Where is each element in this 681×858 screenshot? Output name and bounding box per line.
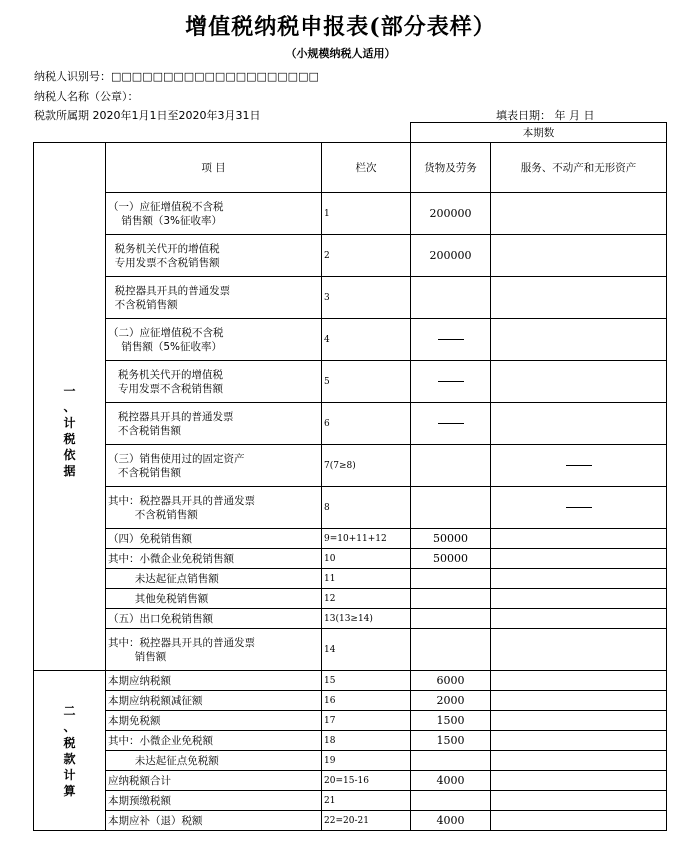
line-number-cell: 16 bbox=[322, 691, 411, 711]
goods-value-cell: 6000 bbox=[411, 671, 491, 691]
section-char: 计 bbox=[63, 767, 76, 782]
line-number-cell: 8 bbox=[322, 487, 411, 529]
item-cell: 本期应纳税额 bbox=[106, 671, 322, 691]
table-row bbox=[34, 193, 667, 235]
item-cell: 应纳税额合计 bbox=[106, 771, 322, 791]
goods-value-cell bbox=[411, 609, 491, 629]
table-row bbox=[34, 691, 667, 711]
header-current-period: 本期数 bbox=[411, 123, 667, 143]
goods-value-cell: 50000 bbox=[411, 529, 491, 549]
services-value-cell bbox=[491, 671, 667, 691]
line-number-cell: 6 bbox=[322, 403, 411, 445]
dash-mark bbox=[438, 339, 464, 340]
header-line: 栏次 bbox=[322, 143, 411, 193]
table-row bbox=[34, 529, 667, 549]
goods-value-cell: 200000 bbox=[411, 193, 491, 235]
goods-value-cell: 2000 bbox=[411, 691, 491, 711]
section-char: 算 bbox=[63, 783, 76, 798]
dash-mark bbox=[566, 465, 592, 466]
goods-value-cell bbox=[411, 589, 491, 609]
table-row bbox=[34, 671, 667, 691]
goods-value-cell bbox=[411, 487, 491, 529]
table-row bbox=[34, 609, 667, 629]
services-value-cell bbox=[491, 629, 667, 671]
item-cell: 税控器具开具的普通发票 不含税销售额 bbox=[106, 403, 322, 445]
services-value-cell bbox=[491, 751, 667, 771]
services-value-cell bbox=[491, 811, 667, 831]
section-char: 、 bbox=[63, 400, 76, 415]
header-services: 服务、不动产和无形资产 bbox=[491, 143, 667, 193]
line-number-cell: 10 bbox=[322, 549, 411, 569]
table-row bbox=[34, 629, 667, 671]
item-cell: 税控器具开具的普通发票 不含税销售额 bbox=[106, 277, 322, 319]
section-char: 一 bbox=[63, 384, 76, 399]
section-char: 计 bbox=[63, 416, 76, 431]
services-value-cell bbox=[491, 403, 667, 445]
services-value-cell bbox=[491, 361, 667, 403]
table-row bbox=[34, 319, 667, 361]
item-cell: 未达起征点销售额 bbox=[106, 569, 322, 589]
services-value-cell bbox=[491, 235, 667, 277]
services-value-cell bbox=[491, 731, 667, 751]
goods-not-applicable bbox=[411, 319, 491, 361]
item-cell: 其中：小微企业免税额 bbox=[106, 731, 322, 751]
services-value-cell bbox=[491, 791, 667, 811]
line-number-cell: 21 bbox=[322, 791, 411, 811]
fill-date-label: 填表日期： 年 月 日 bbox=[496, 109, 595, 122]
services-value-cell bbox=[491, 609, 667, 629]
line-number-cell: 19 bbox=[322, 751, 411, 771]
taxpayer-name-label: 纳税人名称（公章）： bbox=[34, 90, 139, 103]
dash-mark bbox=[566, 507, 592, 508]
header-row bbox=[34, 123, 667, 143]
table-row bbox=[34, 711, 667, 731]
item-cell: 本期免税额 bbox=[106, 711, 322, 731]
line-number-cell: 5 bbox=[322, 361, 411, 403]
services-value-cell bbox=[491, 549, 667, 569]
item-cell: 其中：税控器具开具的普通发票 不含税销售额 bbox=[106, 487, 322, 529]
line-number-cell: 12 bbox=[322, 589, 411, 609]
goods-value-cell bbox=[411, 791, 491, 811]
goods-value-cell: 1500 bbox=[411, 731, 491, 751]
item-cell: 其中：税控器具开具的普通发票 销售额 bbox=[106, 629, 322, 671]
goods-not-applicable bbox=[411, 361, 491, 403]
form-title: 增值税纳税申报表(部分表样） bbox=[185, 14, 496, 40]
section-char: 二 bbox=[63, 703, 76, 718]
services-not-applicable bbox=[491, 487, 667, 529]
item-cell: 未达起征点免税额 bbox=[106, 751, 322, 771]
services-value-cell bbox=[491, 529, 667, 549]
goods-value-cell bbox=[411, 569, 491, 589]
header-item: 项 目 bbox=[106, 143, 322, 193]
goods-value-cell bbox=[411, 445, 491, 487]
line-number-cell: 22=20-21 bbox=[322, 811, 411, 831]
item-cell: 本期应纳税额减征额 bbox=[106, 691, 322, 711]
line-number-cell: 3 bbox=[322, 277, 411, 319]
goods-value-cell: 1500 bbox=[411, 711, 491, 731]
item-cell: 本期预缴税额 bbox=[106, 791, 322, 811]
dash-mark bbox=[438, 381, 464, 382]
section-label-2 bbox=[34, 671, 106, 831]
table-row bbox=[34, 731, 667, 751]
table-row bbox=[34, 403, 667, 445]
services-value-cell bbox=[491, 569, 667, 589]
taxpayer-id-label: 纳税人识别号：□□□□□□□□□□□□□□□□□□□□ bbox=[34, 70, 319, 83]
goods-value-cell: 200000 bbox=[411, 235, 491, 277]
table-row bbox=[34, 361, 667, 403]
goods-value-cell bbox=[411, 277, 491, 319]
item-cell: （一）应征增值税不含税 销售额（3%征收率） bbox=[106, 193, 322, 235]
line-number-cell: 17 bbox=[322, 711, 411, 731]
line-number-cell: 9=10+11+12 bbox=[322, 529, 411, 549]
services-value-cell bbox=[491, 589, 667, 609]
section-char: 据 bbox=[63, 464, 76, 479]
line-number-cell: 18 bbox=[322, 731, 411, 751]
item-cell: （二）应征增值税不含税 销售额（5%征收率） bbox=[106, 319, 322, 361]
table-row bbox=[34, 589, 667, 609]
header-goods: 货物及劳务 bbox=[411, 143, 491, 193]
form-subtitle: （小规模纳税人适用） bbox=[285, 47, 396, 60]
goods-value-cell bbox=[411, 751, 491, 771]
line-number-cell: 7(7≥8) bbox=[322, 445, 411, 487]
item-cell: 本期应补（退）税额 bbox=[106, 811, 322, 831]
item-cell: （三）销售使用过的固定资产 不含税销售额 bbox=[106, 445, 322, 487]
table-row bbox=[34, 569, 667, 589]
declaration-table bbox=[33, 122, 667, 831]
services-value-cell bbox=[491, 277, 667, 319]
line-number-cell: 15 bbox=[322, 671, 411, 691]
table-row bbox=[34, 811, 667, 831]
services-value-cell bbox=[491, 193, 667, 235]
table-row bbox=[34, 277, 667, 319]
section-char: 依 bbox=[63, 448, 76, 463]
item-cell: 其中：小微企业免税销售额 bbox=[106, 549, 322, 569]
goods-value-cell: 4000 bbox=[411, 771, 491, 791]
services-value-cell bbox=[491, 691, 667, 711]
line-number-cell: 2 bbox=[322, 235, 411, 277]
tax-period-label: 税款所属期 2020年1月1日至2020年3月31日 bbox=[34, 109, 261, 122]
table-row bbox=[34, 445, 667, 487]
section-label-1 bbox=[34, 193, 106, 671]
item-cell: （五）出口免税销售额 bbox=[106, 609, 322, 629]
goods-value-cell: 50000 bbox=[411, 549, 491, 569]
dash-mark bbox=[438, 423, 464, 424]
line-number-cell: 13(13≥14) bbox=[322, 609, 411, 629]
services-value-cell bbox=[491, 771, 667, 791]
section-char: 税 bbox=[63, 432, 76, 447]
line-number-cell: 4 bbox=[322, 319, 411, 361]
goods-value-cell bbox=[411, 629, 491, 671]
line-number-cell: 14 bbox=[322, 629, 411, 671]
item-cell: 其他免税销售额 bbox=[106, 589, 322, 609]
table-row bbox=[34, 751, 667, 771]
header-subrow bbox=[34, 143, 667, 193]
line-number-cell: 1 bbox=[322, 193, 411, 235]
services-not-applicable bbox=[491, 445, 667, 487]
item-cell: （四）免税销售额 bbox=[106, 529, 322, 549]
table-row bbox=[34, 235, 667, 277]
services-value-cell bbox=[491, 319, 667, 361]
table-row bbox=[34, 487, 667, 529]
goods-not-applicable bbox=[411, 403, 491, 445]
line-number-cell: 11 bbox=[322, 569, 411, 589]
table-row bbox=[34, 791, 667, 811]
section-char: 税 bbox=[63, 735, 76, 750]
section-char: 、 bbox=[63, 719, 76, 734]
item-cell: 税务机关代开的增值税 专用发票不含税销售额 bbox=[106, 235, 322, 277]
item-cell: 税务机关代开的增值税 专用发票不含税销售额 bbox=[106, 361, 322, 403]
services-value-cell bbox=[491, 711, 667, 731]
table-row bbox=[34, 771, 667, 791]
table-row bbox=[34, 549, 667, 569]
line-number-cell: 20=15-16 bbox=[322, 771, 411, 791]
goods-value-cell: 4000 bbox=[411, 811, 491, 831]
section-char: 款 bbox=[63, 751, 76, 766]
